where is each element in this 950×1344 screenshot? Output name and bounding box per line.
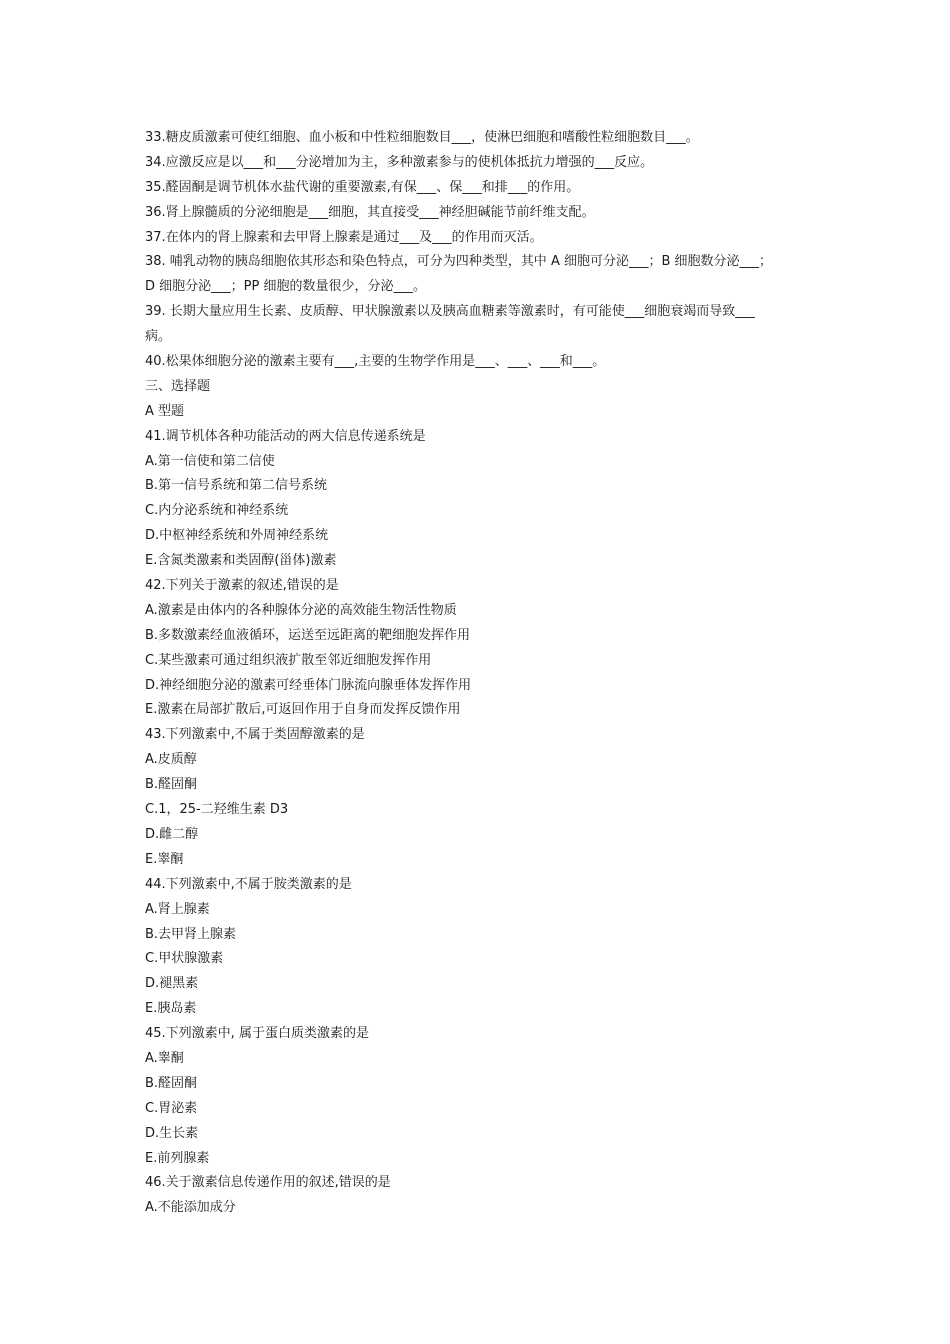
document-line: D.生长素 — [145, 1125, 199, 1141]
document-line: C.某些激素可通过组织液扩散至邻近细胞发挥作用 — [145, 652, 432, 668]
document-line: A.不能添加成分 — [145, 1200, 236, 1216]
document-line: D.雌二醇 — [145, 826, 199, 842]
document-line: 38. 哺乳动物的胰岛细胞依其形态和染色特点，可分为四种类型，其中 A 细胞可分泌___；B 细胞数分泌___； — [145, 254, 773, 270]
document-line: 37.在体内的肾上腺素和去甲肾上腺素是通过___及___的作用而灭活。 — [145, 229, 543, 245]
document-line: 43.下列激素中,不属于类固醇激素的是 — [145, 727, 365, 743]
document-line: 36.肾上腺髓质的分泌细胞是___细胞，其直接受___神经胆碱能节前纤维支配。 — [145, 204, 595, 220]
document-line: A.激素是由体内的各种腺体分泌的高效能生物活性物质 — [145, 602, 457, 618]
document-line: 39. 长期大量应用生长素、皮质醇、甲状腺激素以及胰高血糖素等激素时，有可能使___细胞衰竭而导致___ — [145, 304, 755, 320]
document-line: D.神经细胞分泌的激素可经垂体门脉流向腺垂体发挥作用 — [145, 677, 472, 693]
document-line: 45.下列激素中, 属于蛋白质类激素的是 — [145, 1026, 369, 1042]
document-line: 34.应激反应是以___和___分泌增加为主，多种激素参与的使机体抵抗力增强的___反应。 — [145, 154, 654, 170]
document-line: E.胰岛素 — [145, 1001, 197, 1017]
document-line: C.胃泌素 — [145, 1100, 198, 1116]
document-line: C.内分泌系统和神经系统 — [145, 503, 289, 519]
document-body — [145, 126, 815, 1221]
document-line: C.甲状腺激素 — [145, 951, 224, 967]
document-line: B.醛固酮 — [145, 777, 198, 793]
document-line: D.褪黑素 — [145, 976, 199, 992]
document-line: C.1，25-二羟维生素 D3 — [145, 802, 289, 818]
document-line: B.醛固酮 — [145, 1075, 198, 1091]
document-line: E.睾酮 — [145, 851, 184, 867]
document-line: A 型题 — [145, 403, 185, 419]
document-line: 病。 — [145, 329, 172, 345]
document-line: D 细胞分泌___；PP 细胞的数量很少，分泌___。 — [145, 279, 426, 295]
document-line: 44.下列激素中,不属于胺类激素的是 — [145, 876, 352, 892]
document-line: A.肾上腺素 — [145, 901, 210, 917]
document-line: 41.调节机体各种功能活动的两大信息传递系统是 — [145, 428, 426, 444]
document-line: E.含氮类激素和类固醇(甾体)激素 — [145, 553, 337, 569]
document-line: E.前列腺素 — [145, 1150, 210, 1166]
document-line: A.皮质醇 — [145, 752, 197, 768]
document-line: 33.糖皮质激素可使红细胞、血小板和中性粒细胞数目___，使淋巴细胞和嗜酸性粒细胞数目___。 — [145, 130, 699, 145]
document-line: B.第一信号系统和第二信号系统 — [145, 478, 328, 494]
document-line: B.去甲肾上腺素 — [145, 926, 237, 942]
document-line: 46.关于激素信息传递作用的叙述,错误的是 — [145, 1175, 391, 1191]
document-line: E.激素在局部扩散后,可返回作用于自身而发挥反馈作用 — [145, 702, 461, 718]
document-line: A.第一信使和第二信使 — [145, 453, 275, 469]
document-line: 42.下列关于激素的叙述,错误的是 — [145, 578, 339, 594]
document-line: 35.醛固酮是调节机体水盐代谢的重要激素,有保___、保___和排___的作用。 — [145, 179, 580, 195]
document-line: B.多数激素经血液循环，运送至远距离的靶细胞发挥作用 — [145, 627, 471, 643]
document-line: 三、选择题 — [145, 378, 211, 394]
document-line: A.睾酮 — [145, 1050, 184, 1066]
document-line: 40.松果体细胞分泌的激素主要有___,主要的生物学作用是___、___、___和___。 — [145, 354, 606, 370]
document-line: D.中枢神经系统和外周神经系统 — [145, 528, 329, 544]
